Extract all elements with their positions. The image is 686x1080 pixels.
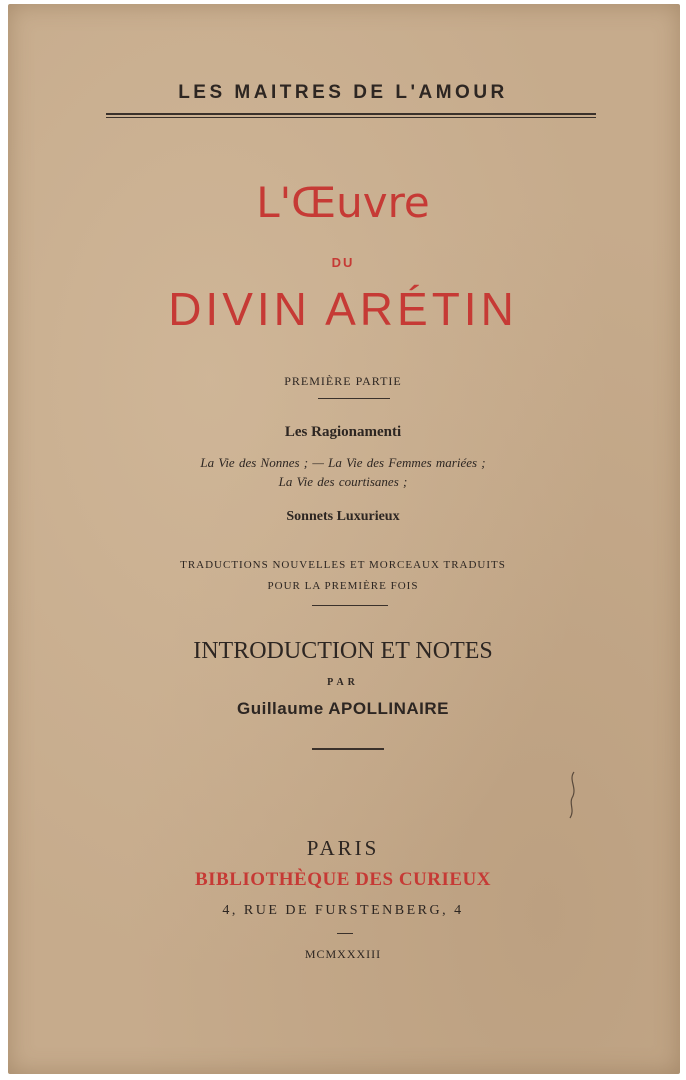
title-line-1: L'Œuvre	[256, 178, 430, 227]
translation-rule	[312, 605, 388, 606]
work-title-sonnets: Sonnets Luxurieux	[286, 509, 400, 524]
publication-year: MCMXXXIII	[304, 947, 382, 961]
author-name: Guillaume APOLLINAIRE	[236, 699, 449, 718]
publisher-name: BIBLIOTHÈQUE DES CURIEUX	[194, 869, 492, 890]
title-connector: DU	[331, 255, 355, 270]
series-rule-bottom	[106, 117, 596, 118]
part-rule	[318, 398, 390, 399]
work-title-ragionamenti: Les Ragionamenti	[284, 424, 402, 440]
series-title: LES MAITRES DE L'AMOUR	[178, 82, 508, 103]
translation-note-line-2: POUR LA PREMIÈRE FOIS	[267, 580, 419, 592]
work-subtitle-line-2: La Vie des courtisanes ;	[278, 474, 408, 489]
by-label: PAR	[327, 677, 359, 688]
series-rule-top	[106, 113, 596, 115]
title-line-2: DIVIN ARÉTIN	[168, 283, 518, 335]
address-rule	[337, 933, 353, 934]
work-subtitle-line-1: La Vie des Nonnes ; — La Vie des Femmes mariées ;	[200, 455, 486, 470]
pencil-mark	[566, 770, 580, 820]
part-label: PREMIÈRE PARTIE	[284, 374, 402, 388]
publication-city: PARIS	[306, 836, 380, 860]
translation-note-line-1: TRADUCTIONS NOUVELLES ET MORCEAUX TRADUITS	[180, 559, 506, 571]
publisher-address: 4, RUE DE FURSTENBERG, 4	[222, 903, 464, 918]
introduction-heading: INTRODUCTION ET NOTES	[193, 638, 493, 664]
author-rule	[312, 748, 384, 750]
